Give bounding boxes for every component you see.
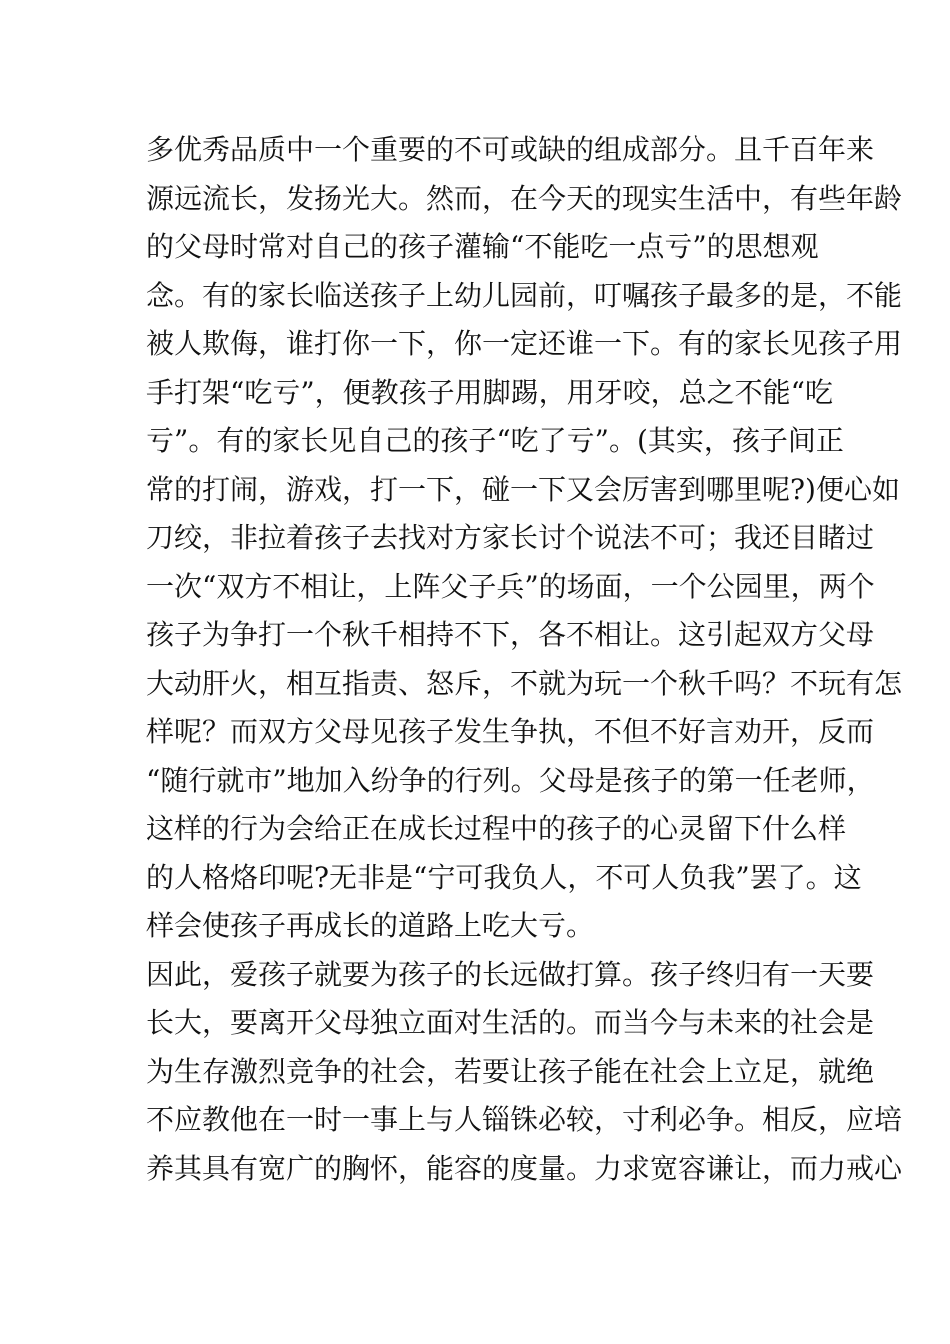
text-line: 一次“双方不相让，上阵父子兵”的场面，一个公园里，两个: [146, 569, 875, 603]
text-line: 手打架“吃亏”，便教孩子用脚踢，用牙咬，总之不能“吃: [146, 375, 833, 409]
text-line: 大动肝火，相互指责、怒斥，不就为玩一个秋千吗？不玩有怎: [146, 666, 903, 700]
text-line: “随行就市”地加入纷争的行列。父母是孩子的第一任老师，: [146, 763, 875, 797]
text-line: 为生存激烈竞争的社会，若要让孩子能在社会上立足，就绝: [146, 1054, 875, 1088]
text-line: 念。有的家长临送孩子上幼儿园前，叮嘱孩子最多的是，不能: [146, 278, 903, 312]
text-line: 的人格烙印呢?无非是“宁可我负人，不可人负我”罢了。这: [146, 860, 862, 894]
text-line: 样会使孩子再成长的道路上吃大亏。: [146, 909, 595, 942]
text-line: 的父母时常对自己的孩子灌输“不能吃一点亏”的思想观: [146, 230, 819, 263]
text-line: 亏”。有的家长见自己的孩子“吃了亏”。(其实，孩子间正: [146, 424, 844, 457]
text-line: 不应教他在一时一事上与人锱铢必较，寸利必争。相反，应培: [146, 1103, 903, 1136]
text-line: 长大，要离开父母独立面对生活的。而当今与未来的社会是: [146, 1006, 875, 1039]
body-text: [146, 126, 903, 1193]
text-line: 刀绞，非拉着孩子去找对方家长讨个说法不可；我还目睹过: [146, 521, 875, 554]
text-line: 孩子为争打一个秋千相持不下，各不相让。这引起双方父母: [146, 618, 875, 651]
text-line: 源远流长，发扬光大。然而，在今天的现实生活中，有些年龄: [146, 181, 903, 215]
text-line: 常的打闹，游戏，打一下，碰一下又会厉害到哪里呢?)便心如: [146, 472, 900, 506]
text-line: 被人欺侮，谁打你一下，你一定还谁一下。有的家长见孩子用: [146, 327, 903, 360]
text-line: 养其具有宽广的胸怀，能容的度量。力求宽容谦让，而力戒心: [146, 1151, 903, 1185]
text-line: 这样的行为会给正在成长过程中的孩子的心灵留下什么样: [146, 812, 847, 845]
text-line: 样呢？而双方父母见孩子发生争执，不但不好言劝开，反而: [146, 715, 875, 748]
text-line: 多优秀品质中一个重要的不可或缺的组成部分。且千百年来: [146, 133, 875, 166]
text-line: 因此，爱孩子就要为孩子的长远做打算。孩子终归有一天要: [146, 957, 875, 991]
